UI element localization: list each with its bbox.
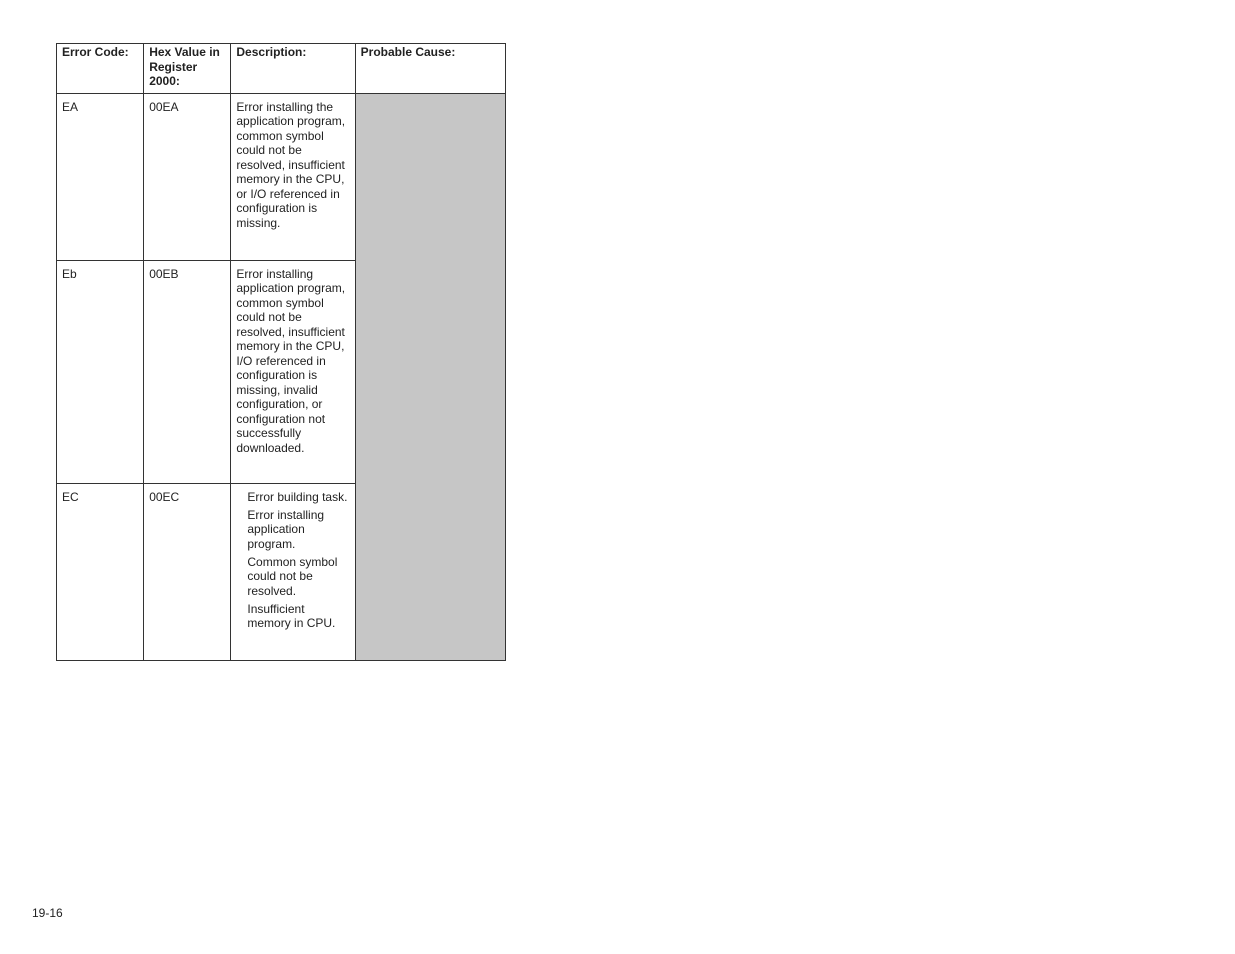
probable-cause-cell bbox=[355, 93, 505, 660]
description-list-item: Insufficient memory in CPU. bbox=[247, 601, 336, 630]
hex-value-cell: 00EB bbox=[144, 260, 231, 483]
table-header-row bbox=[57, 44, 506, 94]
description-list bbox=[236, 490, 349, 631]
page-number: 19-16 bbox=[32, 906, 63, 920]
error-code-cell: Eb bbox=[57, 260, 144, 483]
header-probable-cause: Probable Cause: bbox=[355, 44, 505, 94]
description-list-item: Common symbol could not be resolved. bbox=[247, 554, 338, 598]
header-error-code: Error Code: bbox=[57, 44, 144, 94]
hex-value-cell: 00EA bbox=[144, 93, 231, 260]
header-hex-value: Hex Value in Register 2000: bbox=[144, 44, 231, 94]
description-list-item: Error building task. bbox=[247, 489, 348, 504]
description-cell: Error installing the application program, common symbol could not be resolved, insufficient memory in the CPU, or I/O referenced in configuration is missing. bbox=[231, 93, 355, 260]
table-row bbox=[57, 93, 506, 260]
error-code-cell: EC bbox=[57, 483, 144, 660]
error-code-table bbox=[56, 43, 506, 661]
description-list-item: Error installing application program. bbox=[247, 507, 325, 551]
hex-value-cell: 00EC bbox=[144, 483, 231, 660]
error-code-cell: EA bbox=[57, 93, 144, 260]
description-cell bbox=[231, 483, 355, 660]
header-description: Description: bbox=[231, 44, 355, 94]
description-cell: Error installing application program, common symbol could not be resolved, insufficient memory in the CPU, I/O referenced in configuration is missing, invalid configuration, or configuration not successfully downloaded. bbox=[231, 260, 355, 483]
